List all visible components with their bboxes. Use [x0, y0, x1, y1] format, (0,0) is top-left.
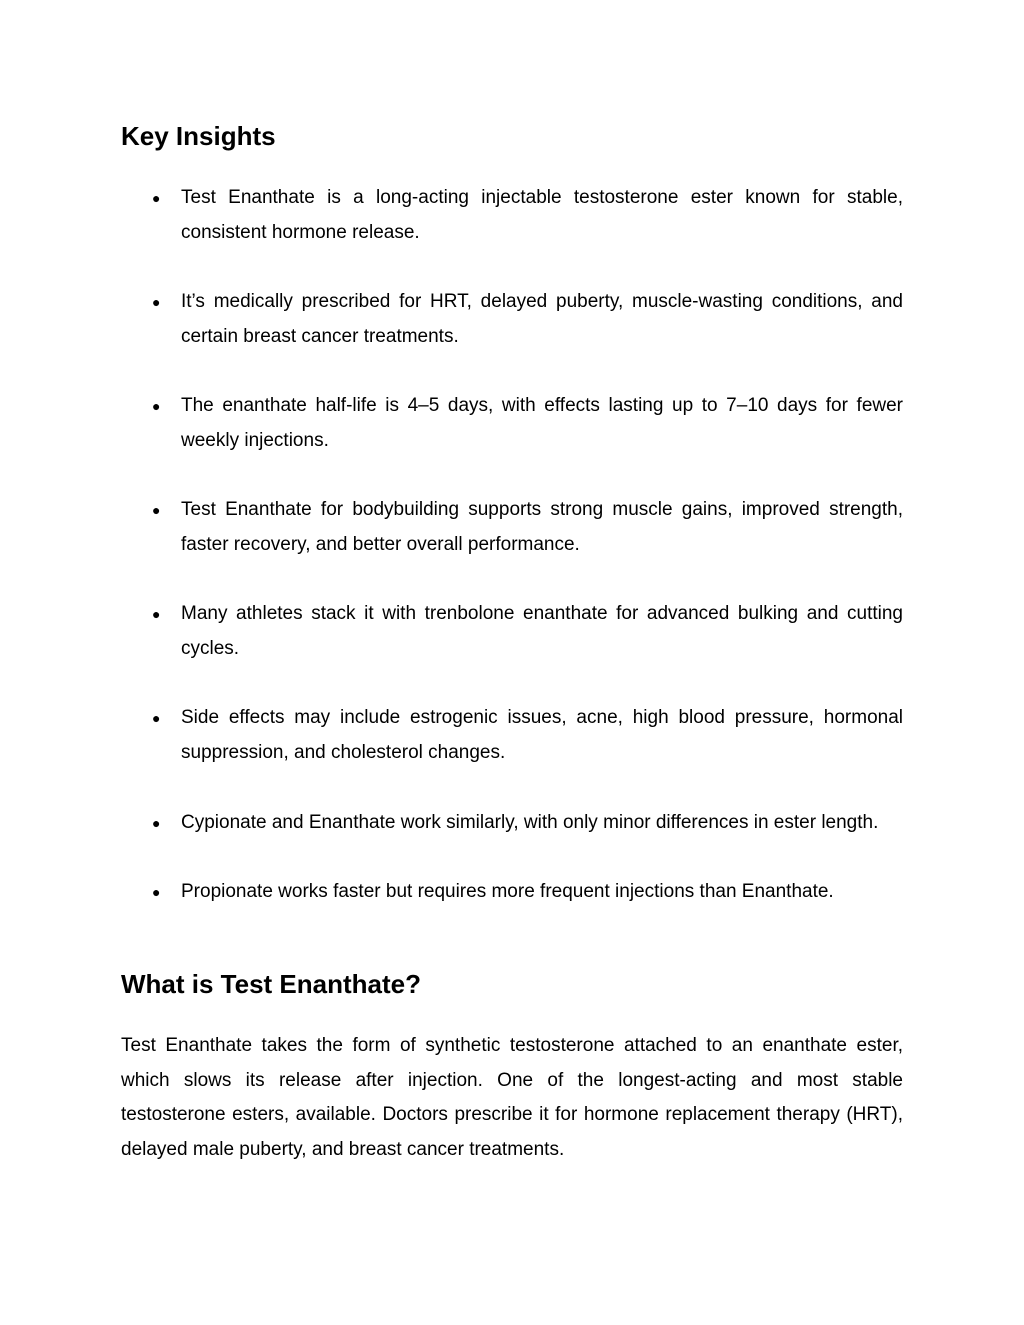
bullet-icon: ● [152, 502, 161, 519]
list-item [121, 389, 903, 458]
list-item [121, 701, 903, 770]
bullet-icon: ● [152, 710, 161, 727]
list-item-text: Many athletes stack it with trenbolone enanthate for advanced bulking and cutting cycles. [181, 603, 903, 660]
list-item-text: Cypionate and Enanthate work similarly, with only minor differences in ester length. [181, 811, 879, 833]
bullet-icon: ● [152, 883, 161, 900]
list-item-text: Propionate works faster but requires more frequent injections than Enanthate. [181, 880, 834, 902]
key-insights-list [121, 181, 903, 944]
bullet-icon: ● [152, 398, 161, 415]
list-item-text: The enanthate half-life is 4–5 days, with effects lasting up to 7–10 days for fewer weekly injections. [181, 395, 903, 451]
list-item-text: It’s medically prescribed for HRT, delayed puberty, muscle-wasting conditions, and certain breast cancer treatments. [181, 291, 903, 347]
what-is-paragraph: Test Enanthate takes the form of synthetic testosterone attached to an enanthate ester, which slows its release after injection. One of the longest-acting and most stable testosterone esters, available. Doctors prescribe it for hormone replacement therapy (HRT), delayed male puberty, and breast cancer treatments. [121, 1035, 903, 1161]
key-insights-heading: Key Insights [121, 121, 276, 151]
list-item [121, 597, 903, 666]
list-item-text: Side effects may include estrogenic issues, acne, high blood pressure, hormonal suppression, and cholesterol changes. [181, 707, 903, 764]
list-item-text: Test Enanthate for bodybuilding supports strong muscle gains, improved strength, faster recovery, and better overall performance. [181, 499, 903, 555]
list-item [121, 285, 903, 354]
bullet-icon: ● [152, 294, 161, 311]
list-item [121, 875, 903, 910]
list-item [121, 806, 903, 841]
bullet-icon: ● [152, 190, 161, 206]
list-item-text: Test Enanthate is a long-acting injectable testosterone ester known for stable, consistent hormone release. [181, 187, 903, 243]
list-item [121, 181, 903, 250]
what-is-heading: What is Test Enanthate? [121, 969, 421, 999]
bullet-icon: ● [152, 606, 161, 623]
bullet-icon: ● [152, 814, 161, 831]
list-item [121, 493, 903, 562]
